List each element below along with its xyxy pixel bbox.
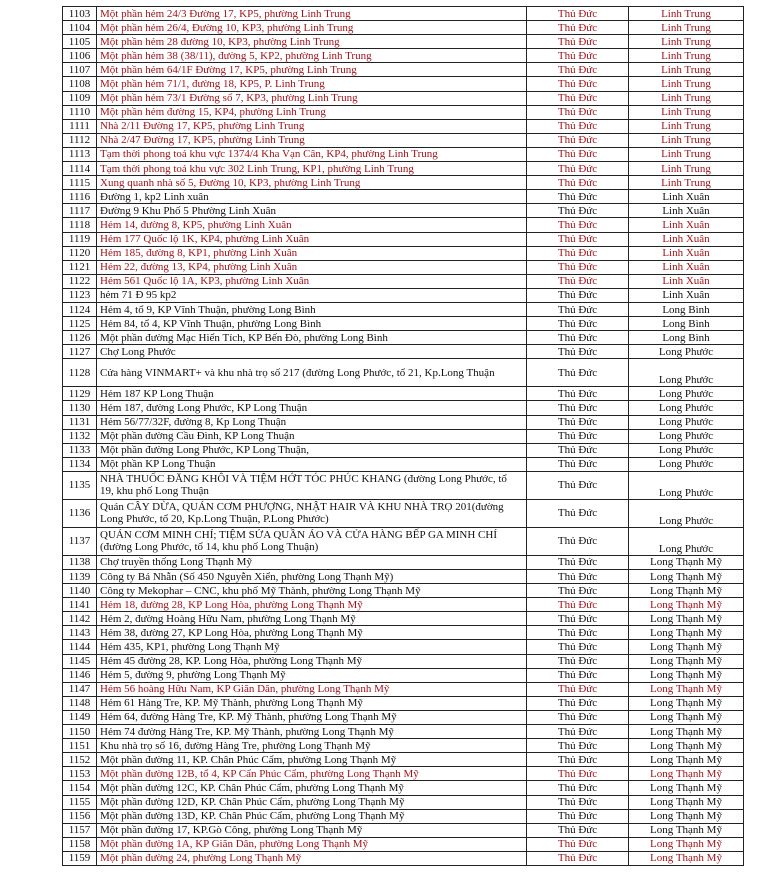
row-number-cell: 1134 [63, 457, 97, 471]
address-cell: Đường 1, kp2 Linh xuân [97, 190, 527, 204]
district-cell: Thủ Đức [527, 753, 629, 767]
district-cell: Thủ Đức [527, 359, 629, 387]
ward-cell: Long Bình [629, 317, 744, 331]
table-row [63, 443, 744, 457]
address-cell: Xung quanh nhà số 5, Đường 10, KP3, phường Linh Trung [97, 176, 527, 190]
ward-cell: Long Thạnh Mỹ [629, 598, 744, 612]
row-number-cell: 1115 [63, 176, 97, 190]
ward-cell: Linh Trung [629, 49, 744, 63]
ward-cell: Linh Xuân [629, 288, 744, 302]
address-cell: Một phần đường 12C, KP. Chân Phúc Cẩm, phường Long Thạnh Mỹ [97, 781, 527, 795]
ward-cell: Long Thạnh Mỹ [629, 725, 744, 739]
address-cell: Một phần đường 13D, KP. Chân Phúc Cẩm, phường Long Thạnh Mỹ [97, 809, 527, 823]
row-number-cell: 1131 [63, 415, 97, 429]
ward-cell: Long Phước [629, 401, 744, 415]
table-row [63, 795, 744, 809]
district-cell: Thủ Đức [527, 345, 629, 359]
row-number-cell: 1127 [63, 345, 97, 359]
address-cell: Công ty Bá Nhẫn (Số 450 Nguyễn Xiển, phường Long Thạnh Mỹ) [97, 570, 527, 584]
row-number-cell: 1152 [63, 753, 97, 767]
ward-cell: Long Thạnh Mỹ [629, 809, 744, 823]
address-cell: Hẻm 177 Quốc lộ 1K, KP4, phường Linh Xuân [97, 232, 527, 246]
lockdown-area-table [62, 6, 744, 866]
district-cell: Thủ Đức [527, 725, 629, 739]
ward-cell: Long Thạnh Mỹ [629, 696, 744, 710]
district-cell: Thủ Đức [527, 668, 629, 682]
table-row [63, 49, 744, 63]
address-cell: Hẻm 561 Quốc lộ 1A, KP3, phường Linh Xuân [97, 274, 527, 288]
ward-cell: Long Phước [629, 457, 744, 471]
address-cell: Hẻm 187 KP Long Thuận [97, 387, 527, 401]
district-cell: Thủ Đức [527, 851, 629, 865]
table-row [63, 162, 744, 176]
row-number-cell: 1128 [63, 359, 97, 387]
address-cell: Một phần hẻm 38 (38/11), đường 5, KP2, phường Linh Trung [97, 49, 527, 63]
row-number-cell: 1130 [63, 401, 97, 415]
table-row [63, 133, 744, 147]
row-number-cell: 1148 [63, 696, 97, 710]
address-cell: Hẻm 185, đường 8, KP1, phường Linh Xuân [97, 246, 527, 260]
table-row [63, 77, 744, 91]
row-number-cell: 1138 [63, 555, 97, 569]
district-cell: Thủ Đức [527, 204, 629, 218]
table-row [63, 753, 744, 767]
ward-cell: Linh Trung [629, 133, 744, 147]
address-cell: Hẻm 56/77/32F, đường 8, Kp Long Thuận [97, 415, 527, 429]
address-cell: Một phần đường Mạc Hiển Tích, KP Bến Đò, phường Long Bình [97, 331, 527, 345]
district-cell: Thủ Đức [527, 837, 629, 851]
ward-cell: Long Thạnh Mỹ [629, 781, 744, 795]
table-row [63, 204, 744, 218]
row-number-cell: 1124 [63, 302, 97, 316]
row-number-cell: 1149 [63, 710, 97, 724]
address-cell: Một phần đường 1A, KP Giãn Dân, phường Long Thạnh Mỹ [97, 837, 527, 851]
district-cell: Thủ Đức [527, 598, 629, 612]
address-cell: Một phần hẻm 73/1 Đường số 7, KP3, phường Linh Trung [97, 91, 527, 105]
row-number-cell: 1146 [63, 668, 97, 682]
district-cell: Thủ Đức [527, 133, 629, 147]
row-number-cell: 1157 [63, 823, 97, 837]
address-cell: Hẻm 84, tổ 4, KP Vĩnh Thuận, phường Long Bình [97, 317, 527, 331]
address-cell: Một phần hẻm đường 15, KP4, phường Linh Trung [97, 105, 527, 119]
table-row [63, 35, 744, 49]
district-cell: Thủ Đức [527, 626, 629, 640]
address-cell: NHÀ THUỐC ĐĂNG KHÔI VÀ TIỆM HỚT TÓC PHÚC KHANG (đường Long Phước, tổ 19, khu phố Long Thuận [97, 471, 527, 499]
address-cell: Cửa hàng VINMART+ và khu nhà trọ số 217 (đường Long Phước, tổ 21, Kp.Long Thuận [97, 359, 527, 387]
ward-cell: Long Phước [629, 415, 744, 429]
district-cell: Thủ Đức [527, 162, 629, 176]
row-number-cell: 1150 [63, 725, 97, 739]
ward-cell: Linh Trung [629, 35, 744, 49]
district-cell: Thủ Đức [527, 190, 629, 204]
address-cell: Nhà 2/11 Đường 17, KP5, phường Linh Trung [97, 119, 527, 133]
row-number-cell: 1132 [63, 429, 97, 443]
ward-cell: Long Thạnh Mỹ [629, 753, 744, 767]
ward-cell: Linh Trung [629, 119, 744, 133]
table-row [63, 176, 744, 190]
table-row [63, 147, 744, 161]
address-cell: Một phần hẻm 64/1F Đường 17, KP5, phường Linh Trung [97, 63, 527, 77]
table-row [63, 767, 744, 781]
table-row [63, 668, 744, 682]
district-cell: Thủ Đức [527, 696, 629, 710]
district-cell: Thủ Đức [527, 119, 629, 133]
address-cell: Hẻm 187, đường Long Phước, KP Long Thuận [97, 401, 527, 415]
table-row [63, 401, 744, 415]
row-number-cell: 1103 [63, 7, 97, 21]
row-number-cell: 1118 [63, 218, 97, 232]
ward-cell: Linh Xuân [629, 204, 744, 218]
address-cell: Một phần hẻm 71/1, đường 18, KP5, P. Linh Trung [97, 77, 527, 91]
row-number-cell: 1142 [63, 612, 97, 626]
address-cell: Một phần đường 11, KP. Chân Phúc Cẩm, phường Long Thạnh Mỹ [97, 753, 527, 767]
district-cell: Thủ Đức [527, 232, 629, 246]
address-cell: Hẻm 38, đường 27, KP Long Hòa, phường Long Thạnh Mỹ [97, 626, 527, 640]
row-number-cell: 1107 [63, 63, 97, 77]
ward-cell: Long Thạnh Mỹ [629, 851, 744, 865]
district-cell: Thủ Đức [527, 21, 629, 35]
district-cell: Thủ Đức [527, 302, 629, 316]
district-cell: Thủ Đức [527, 274, 629, 288]
district-cell: Thủ Đức [527, 795, 629, 809]
ward-cell: Linh Xuân [629, 218, 744, 232]
table-row [63, 345, 744, 359]
table-row [63, 218, 744, 232]
row-number-cell: 1139 [63, 570, 97, 584]
address-cell: Chợ truyền thống Long Thạnh Mỹ [97, 555, 527, 569]
address-cell: Một phần đường 12B, tổ 4, KP Cẩn Phúc Cẩm, phường Long Thạnh Mỹ [97, 767, 527, 781]
district-cell: Thủ Đức [527, 317, 629, 331]
address-cell: Đường 9 Khu Phố 5 Phường Linh Xuân [97, 204, 527, 218]
address-cell: Một phần KP Long Thuận [97, 457, 527, 471]
ward-cell: Long Phước [629, 359, 744, 387]
table-row [63, 570, 744, 584]
table-row [63, 584, 744, 598]
table-row [63, 302, 744, 316]
table-row [63, 696, 744, 710]
ward-cell: Long Thạnh Mỹ [629, 626, 744, 640]
ward-cell: Linh Xuân [629, 260, 744, 274]
district-cell: Thủ Đức [527, 176, 629, 190]
ward-cell: Long Phước [629, 471, 744, 499]
address-cell: Một phần đường 17, KP.Gò Công, phường Long Thạnh Mỹ [97, 823, 527, 837]
district-cell: Thủ Đức [527, 7, 629, 21]
table-row [63, 654, 744, 668]
ward-cell: Long Thạnh Mỹ [629, 570, 744, 584]
table-row [63, 598, 744, 612]
district-cell: Thủ Đức [527, 527, 629, 555]
district-cell: Thủ Đức [527, 429, 629, 443]
address-cell: Hẻm 5, đường 9, phường Long Thạnh Mỹ [97, 668, 527, 682]
table-row [63, 612, 744, 626]
row-number-cell: 1120 [63, 246, 97, 260]
row-number-cell: 1158 [63, 837, 97, 851]
ward-cell: Linh Xuân [629, 190, 744, 204]
ward-cell: Linh Trung [629, 7, 744, 21]
table-row [63, 555, 744, 569]
row-number-cell: 1112 [63, 133, 97, 147]
row-number-cell: 1135 [63, 471, 97, 499]
address-cell: Một phần hẻm 24/3 Đường 17, KP5, phường Linh Trung [97, 7, 527, 21]
district-cell: Thủ Đức [527, 105, 629, 119]
row-number-cell: 1140 [63, 584, 97, 598]
ward-cell: Long Thạnh Mỹ [629, 795, 744, 809]
row-number-cell: 1153 [63, 767, 97, 781]
row-number-cell: 1121 [63, 260, 97, 274]
ward-cell: Long Phước [629, 429, 744, 443]
district-cell: Thủ Đức [527, 91, 629, 105]
table-row [63, 331, 744, 345]
address-cell: Một phần đường 24, phường Long Thạnh Mỹ [97, 851, 527, 865]
table-row [63, 725, 744, 739]
table-row [63, 682, 744, 696]
address-cell: Hẻm 45 đường 28, KP. Long Hòa, phường Long Thạnh Mỹ [97, 654, 527, 668]
ward-cell: Linh Xuân [629, 246, 744, 260]
row-number-cell: 1104 [63, 21, 97, 35]
row-number-cell: 1133 [63, 443, 97, 457]
ward-cell: Linh Trung [629, 91, 744, 105]
row-number-cell: 1159 [63, 851, 97, 865]
table-row [63, 91, 744, 105]
district-cell: Thủ Đức [527, 640, 629, 654]
ward-cell: Long Thạnh Mỹ [629, 767, 744, 781]
ward-cell: Long Phước [629, 527, 744, 555]
district-cell: Thủ Đức [527, 49, 629, 63]
address-cell: Một phần đường Cầu Đình, KP Long Thuận [97, 429, 527, 443]
address-cell: Hẻm 56 hoàng Hữu Nam, KP Giãn Dân, phường Long Thạnh Mỹ [97, 682, 527, 696]
ward-cell: Long Thạnh Mỹ [629, 640, 744, 654]
address-cell: Một phần đường Long Phước, KP Long Thuận, [97, 443, 527, 457]
address-cell: Tạm thời phong toả khu vực 302 Linh Trung, KP1, phường Linh Trung [97, 162, 527, 176]
ward-cell: Long Thạnh Mỹ [629, 710, 744, 724]
address-cell: Hẻm 4, tổ 9, KP Vĩnh Thuận, phường Long Bình [97, 302, 527, 316]
table-row [63, 429, 744, 443]
table-row [63, 317, 744, 331]
district-cell: Thủ Đức [527, 246, 629, 260]
row-number-cell: 1113 [63, 147, 97, 161]
address-cell: Hẻm 74 đường Hàng Tre, KP. Mỹ Thành, phường Long Thạnh Mỹ [97, 725, 527, 739]
address-cell: Quán CÂY DỪA, QUÁN CƠM PHƯỢNG, NHẬT HAIR VÀ KHU NHÀ TRỌ 201(đường Long Phước, tổ 20, Kp.Long Thuận, P.Long Phước) [97, 499, 527, 527]
district-cell: Thủ Đức [527, 35, 629, 49]
table-row [63, 288, 744, 302]
address-cell: Tạm thời phong toả khu vực 1374/4 Kha Vạn Cân, KP4, phường Linh Trung [97, 147, 527, 161]
ward-cell: Long Thạnh Mỹ [629, 668, 744, 682]
table-row [63, 626, 744, 640]
table-row [63, 837, 744, 851]
row-number-cell: 1156 [63, 809, 97, 823]
district-cell: Thủ Đức [527, 612, 629, 626]
table-body [63, 7, 744, 866]
district-cell: Thủ Đức [527, 499, 629, 527]
row-number-cell: 1129 [63, 387, 97, 401]
row-number-cell: 1154 [63, 781, 97, 795]
district-cell: Thủ Đức [527, 457, 629, 471]
ward-cell: Linh Trung [629, 162, 744, 176]
table-row [63, 274, 744, 288]
ward-cell: Long Thạnh Mỹ [629, 837, 744, 851]
district-cell: Thủ Đức [527, 584, 629, 598]
ward-cell: Linh Trung [629, 176, 744, 190]
row-number-cell: 1122 [63, 274, 97, 288]
table-row [63, 105, 744, 119]
district-cell: Thủ Đức [527, 471, 629, 499]
table-row [63, 739, 744, 753]
row-number-cell: 1126 [63, 331, 97, 345]
district-cell: Thủ Đức [527, 260, 629, 274]
ward-cell: Linh Trung [629, 105, 744, 119]
ward-cell: Linh Trung [629, 77, 744, 91]
row-number-cell: 1151 [63, 739, 97, 753]
ward-cell: Long Phước [629, 387, 744, 401]
row-number-cell: 1137 [63, 527, 97, 555]
table-row [63, 823, 744, 837]
address-cell: Nhà 2/47 Đường 17, KP5, phường Linh Trung [97, 133, 527, 147]
table-row [63, 640, 744, 654]
table-row [63, 710, 744, 724]
table-row [63, 260, 744, 274]
district-cell: Thủ Đức [527, 570, 629, 584]
district-cell: Thủ Đức [527, 767, 629, 781]
table-row [63, 359, 744, 387]
ward-cell: Long Thạnh Mỹ [629, 612, 744, 626]
table-row [63, 781, 744, 795]
row-number-cell: 1106 [63, 49, 97, 63]
address-cell: Hẻm 64, đường Hàng Tre, KP. Mỹ Thành, phường Long Thạnh Mỹ [97, 710, 527, 724]
row-number-cell: 1144 [63, 640, 97, 654]
address-cell: Khu nhà trọ số 16, đường Hàng Tre, phường Long Thạnh Mỹ [97, 739, 527, 753]
address-cell: Một phần hẻm 28 đường 10, KP3, phường Linh Trung [97, 35, 527, 49]
district-cell: Thủ Đức [527, 654, 629, 668]
district-cell: Thủ Đức [527, 288, 629, 302]
district-cell: Thủ Đức [527, 63, 629, 77]
address-cell: Hẻm 18, đường 28, KP Long Hòa, phường Long Thạnh Mỹ [97, 598, 527, 612]
table-row [63, 527, 744, 555]
district-cell: Thủ Đức [527, 401, 629, 415]
district-cell: Thủ Đức [527, 555, 629, 569]
address-cell: Hẻm 14, đường 8, KP5, phường Linh Xuân [97, 218, 527, 232]
row-number-cell: 1147 [63, 682, 97, 696]
ward-cell: Long Thạnh Mỹ [629, 739, 744, 753]
district-cell: Thủ Đức [527, 739, 629, 753]
row-number-cell: 1111 [63, 119, 97, 133]
address-cell: Chợ Long Phước [97, 345, 527, 359]
row-number-cell: 1110 [63, 105, 97, 119]
district-cell: Thủ Đức [527, 781, 629, 795]
table-row [63, 457, 744, 471]
address-cell: Công ty Mekophar – CNC, khu phố Mỹ Thành, phường Long Thạnh Mỹ [97, 584, 527, 598]
table-row [63, 63, 744, 77]
row-number-cell: 1108 [63, 77, 97, 91]
ward-cell: Long Thạnh Mỹ [629, 823, 744, 837]
address-cell: hẻm 71 Đ 95 kp2 [97, 288, 527, 302]
ward-cell: Long Bình [629, 331, 744, 345]
ward-cell: Long Phước [629, 443, 744, 457]
district-cell: Thủ Đức [527, 823, 629, 837]
address-cell: Hẻm 22, đường 13, KP4, phường Linh Xuân [97, 260, 527, 274]
row-number-cell: 1145 [63, 654, 97, 668]
row-number-cell: 1143 [63, 626, 97, 640]
ward-cell: Linh Xuân [629, 274, 744, 288]
district-cell: Thủ Đức [527, 77, 629, 91]
row-number-cell: 1114 [63, 162, 97, 176]
table-row [63, 190, 744, 204]
district-cell: Thủ Đức [527, 147, 629, 161]
ward-cell: Long Phước [629, 499, 744, 527]
ward-cell: Linh Trung [629, 147, 744, 161]
table-row [63, 119, 744, 133]
row-number-cell: 1105 [63, 35, 97, 49]
ward-cell: Long Bình [629, 302, 744, 316]
district-cell: Thủ Đức [527, 415, 629, 429]
table-row [63, 415, 744, 429]
ward-cell: Long Thạnh Mỹ [629, 584, 744, 598]
row-number-cell: 1119 [63, 232, 97, 246]
district-cell: Thủ Đức [527, 710, 629, 724]
district-cell: Thủ Đức [527, 443, 629, 457]
table-row [63, 851, 744, 865]
row-number-cell: 1116 [63, 190, 97, 204]
table-row [63, 21, 744, 35]
table-row [63, 809, 744, 823]
table-row [63, 7, 744, 21]
address-cell: Một phần hẻm 26/4, Đường 10, KP3, phường Linh Trung [97, 21, 527, 35]
row-number-cell: 1123 [63, 288, 97, 302]
table-row [63, 471, 744, 499]
ward-cell: Linh Xuân [629, 232, 744, 246]
row-number-cell: 1141 [63, 598, 97, 612]
row-number-cell: 1117 [63, 204, 97, 218]
row-number-cell: 1155 [63, 795, 97, 809]
table-row [63, 246, 744, 260]
district-cell: Thủ Đức [527, 218, 629, 232]
district-cell: Thủ Đức [527, 387, 629, 401]
address-cell: Hẻm 61 Hàng Tre, KP. Mỹ Thành, phường Long Thạnh Mỹ [97, 696, 527, 710]
ward-cell: Long Thạnh Mỹ [629, 654, 744, 668]
table-row [63, 232, 744, 246]
table-row [63, 499, 744, 527]
district-cell: Thủ Đức [527, 682, 629, 696]
ward-cell: Linh Trung [629, 63, 744, 77]
row-number-cell: 1125 [63, 317, 97, 331]
address-cell: QUÁN CƠM MINH CHÍ; TIỆM SỬA QUẦN ÁO VÀ CỬA HÀNG BẾP GA MINH CHÍ (đường Long Phước, tổ 14, khu phố Long Thuận) [97, 527, 527, 555]
address-cell: Hẻm 2, đường Hoàng Hữu Nam, phường Long Thạnh Mỹ [97, 612, 527, 626]
ward-cell: Linh Trung [629, 21, 744, 35]
row-number-cell: 1136 [63, 499, 97, 527]
address-cell: Một phần đường 12D, KP. Chân Phúc Cẩm, phường Long Thạnh Mỹ [97, 795, 527, 809]
ward-cell: Long Thạnh Mỹ [629, 555, 744, 569]
district-cell: Thủ Đức [527, 809, 629, 823]
district-cell: Thủ Đức [527, 331, 629, 345]
ward-cell: Long Thạnh Mỹ [629, 682, 744, 696]
row-number-cell: 1109 [63, 91, 97, 105]
table-row [63, 387, 744, 401]
address-cell: Hẻm 435, KP1, phường Long Thạnh Mỹ [97, 640, 527, 654]
ward-cell: Long Phước [629, 345, 744, 359]
